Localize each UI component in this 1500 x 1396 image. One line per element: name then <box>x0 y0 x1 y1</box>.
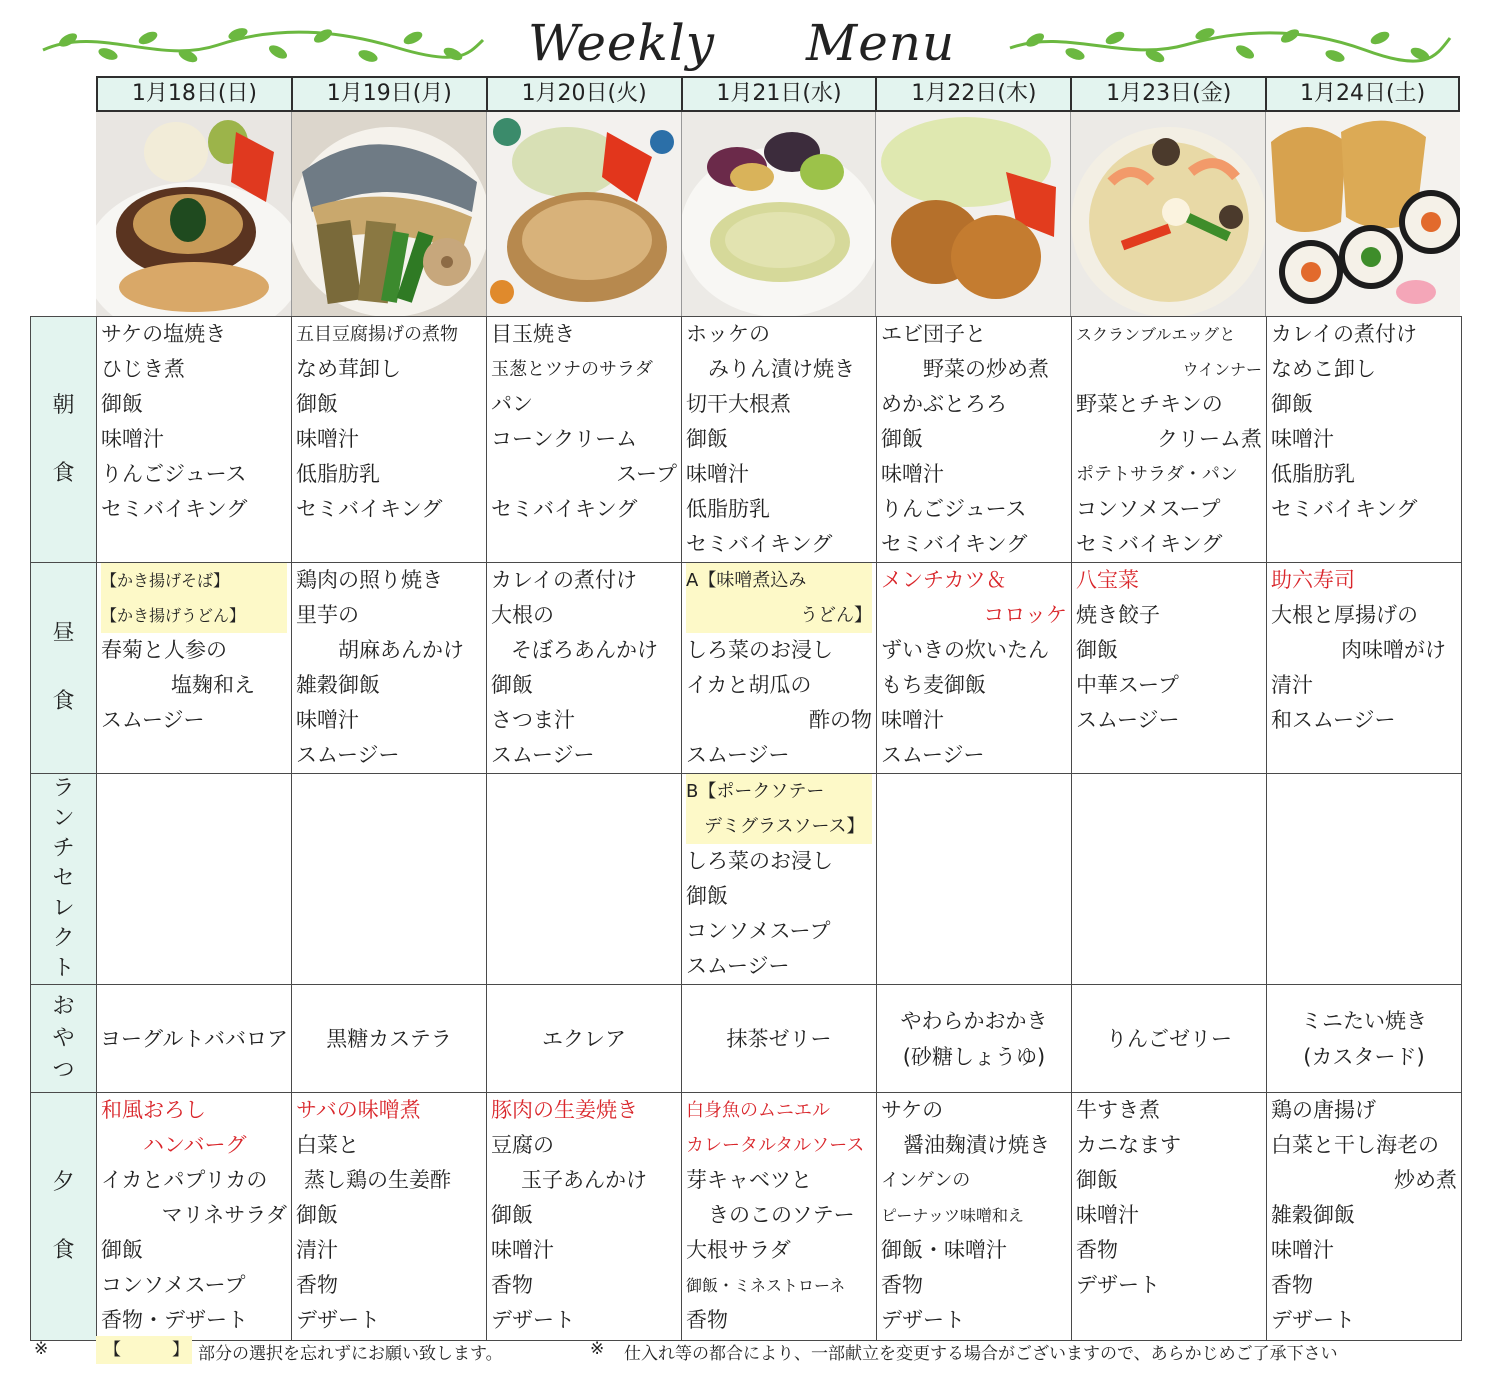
menu-item: 芽キャベツと <box>686 1168 812 1192</box>
selectable-item: うどん】 <box>686 598 872 633</box>
snack-cell <box>292 985 487 1093</box>
menu-item: さつま汁 <box>491 708 575 732</box>
breakfast-row <box>31 317 1462 563</box>
menu-item: 酢の物 <box>809 708 872 732</box>
menu-item: イカと胡瓜の <box>686 673 812 697</box>
menu-item: セミバイキング <box>881 532 1028 556</box>
menu-item: スクランブルエッグと <box>1076 325 1236 344</box>
menu-item: 中華スープ <box>1076 673 1179 697</box>
menu-item: クリーム煮 <box>1157 427 1262 451</box>
snack-cell <box>682 985 877 1093</box>
menu-item: パン <box>491 392 533 416</box>
menu-item: 抹茶ゼリー <box>726 1026 832 1051</box>
menu-item: デザート <box>491 1308 575 1332</box>
menu-item: 味噌汁 <box>101 427 164 451</box>
menu-item: 焼き餃子 <box>1076 603 1160 627</box>
lunch-cell <box>1267 563 1461 738</box>
menu-item: インゲンの <box>881 1170 971 1191</box>
menu-item: 雑穀御飯 <box>296 673 380 697</box>
menu-item: 御飯 <box>1076 638 1118 662</box>
menu-item: 御飯 <box>686 884 728 908</box>
day-header: 1月19日(月) <box>291 76 486 112</box>
menu-item: 味噌汁 <box>296 708 359 732</box>
menu-item: コンソメスープ <box>686 919 831 943</box>
menu-item: ずいきの炊いたん <box>881 638 1049 662</box>
menu-item: 御飯 <box>296 1203 338 1227</box>
menu-item: セミバイキング <box>296 497 443 521</box>
menu-item: デザート <box>1076 1273 1160 1297</box>
menu-item: めかぶとろろ <box>881 392 1007 416</box>
menu-item: 五目豆腐揚げの煮物 <box>296 324 458 345</box>
menu-item: カレイの煮付け <box>491 568 637 592</box>
menu-item: ヨーグルトババロア <box>100 1026 288 1051</box>
selectable-item: 【かき揚げうどん】 <box>101 598 287 633</box>
menu-item: サケの塩焼き <box>101 322 227 346</box>
breakfast-cell <box>877 317 1071 562</box>
meal-label-lunch: 昼 食 <box>31 563 97 774</box>
menu-item: デザート <box>296 1308 380 1332</box>
menu-table <box>30 316 1462 1341</box>
menu-item: 野菜とチキンの <box>1076 392 1223 416</box>
menu-item: 味噌汁 <box>1076 1203 1139 1227</box>
menu-item: みりん漬け焼き <box>708 357 855 381</box>
menu-item-main: 豚肉の生姜焼き <box>491 1098 638 1122</box>
selectable-item: デミグラスソース】 <box>686 809 872 844</box>
menu-item: 味噌汁 <box>491 1238 554 1262</box>
snack-cell <box>1072 985 1267 1093</box>
footer-notes <box>34 1336 1474 1366</box>
menu-item: 低脂肪乳 <box>296 462 380 486</box>
snack-cell <box>1267 985 1462 1093</box>
menu-item: スムージー <box>686 743 790 767</box>
menu-item: スープ <box>616 462 677 486</box>
menu-item: なめこ卸し <box>1271 357 1376 381</box>
menu-item: 御飯 <box>296 392 338 416</box>
menu-item: もち麦御飯 <box>881 673 986 697</box>
menu-item: りんごジュース <box>881 497 1027 521</box>
menu-item-main: メンチカツ＆ <box>881 568 1007 592</box>
menu-item: マリネサラダ <box>161 1203 287 1227</box>
meal-label-dinner: 夕 食 <box>31 1093 97 1341</box>
day-header-row <box>96 76 1460 112</box>
menu-item: 低脂肪乳 <box>1271 462 1355 486</box>
menu-item: 鶏の唐揚げ <box>1271 1098 1376 1122</box>
menu-item: スムージー <box>101 708 205 732</box>
menu-item: 低脂肪乳 <box>686 497 770 521</box>
note-mark: ※ <box>590 1339 605 1359</box>
day-header: 1月22日(木) <box>875 76 1070 112</box>
day-header: 1月24日(土) <box>1265 76 1460 112</box>
menu-item: 香物 <box>491 1273 533 1297</box>
menu-item: コンソメスープ <box>1076 497 1221 521</box>
lunch-cell <box>487 563 681 773</box>
menu-item: スムージー <box>491 743 595 767</box>
menu-item: 御飯 <box>1271 392 1313 416</box>
menu-item-main: 助六寿司 <box>1271 568 1355 592</box>
menu-item: 味噌汁 <box>881 708 944 732</box>
menu-item: 蒸し鶏の生姜酢 <box>304 1168 451 1192</box>
lunch-cell <box>97 563 291 738</box>
menu-item: 炒め煮 <box>1394 1168 1457 1192</box>
dinner-cell <box>1072 1093 1266 1303</box>
menu-item-main: カレータルタルソース <box>686 1135 865 1156</box>
selection-note: 部分の選択を忘れずにお願い致します。 <box>198 1344 503 1364</box>
lunch-cell <box>292 563 486 773</box>
menu-item: ひじき煮 <box>101 357 185 381</box>
menu-item: 肉味噌がけ <box>1341 638 1446 662</box>
menu-item: 醤油麹漬け焼き <box>903 1133 1050 1157</box>
lunch-cell <box>682 563 876 773</box>
menu-item: サケの <box>881 1098 944 1122</box>
selection-bracket-sample: 【 】 <box>96 1336 192 1364</box>
menu-item: セミバイキング <box>491 497 638 521</box>
dinner-cell <box>1267 1093 1461 1338</box>
menu-item: (砂糖しょうゆ) <box>902 1044 1046 1069</box>
menu-item: エクレア <box>542 1026 626 1051</box>
menu-item: 味噌汁 <box>1271 427 1334 451</box>
menu-item: 清汁 <box>1271 673 1313 697</box>
menu-item: 御飯 <box>101 1238 143 1262</box>
menu-item: ミニたい焼き <box>1301 1008 1427 1033</box>
menu-item: 里芋の <box>296 603 359 627</box>
title-menu: Menu <box>806 14 956 72</box>
dinner-cell <box>877 1093 1071 1338</box>
menu-item: ピーナッツ味噌和え <box>881 1206 1025 1225</box>
menu-item-main: コロッケ <box>983 603 1067 627</box>
menu-item: 清汁 <box>296 1238 338 1262</box>
menu-item: イカとパプリカの <box>101 1168 268 1192</box>
menu-item: カニなます <box>1076 1133 1181 1157</box>
menu-item: 味噌汁 <box>881 462 944 486</box>
lunch-select-cell <box>682 774 876 984</box>
menu-item: カレイの煮付け <box>1271 322 1417 346</box>
menu-item: エビ団子と <box>881 322 986 346</box>
menu-item: 大根の <box>491 603 554 627</box>
title-weekly: Weekly <box>528 14 716 72</box>
menu-item-main: サバの味噌煮 <box>296 1098 421 1122</box>
food-photo-muniere <box>681 112 876 316</box>
menu-item: 胡麻あんかけ <box>338 638 464 662</box>
menu-item: 野菜の炒め煮 <box>923 357 1049 381</box>
snack-cell <box>97 985 292 1093</box>
breakfast-cell <box>292 317 486 527</box>
change-note: 仕入れ等の都合により、一部献立を変更する場合がございますので、あらかじめご了承下さい <box>624 1344 1338 1364</box>
dinner-row <box>31 1093 1462 1341</box>
menu-item: デザート <box>881 1308 965 1332</box>
menu-item-main: ハンバーグ <box>143 1133 247 1157</box>
lunch-cell <box>877 563 1071 773</box>
menu-item: 豆腐の <box>491 1133 554 1157</box>
menu-item: ウインナー <box>1182 360 1262 379</box>
menu-item: 味噌汁 <box>296 427 359 451</box>
menu-item: 和スムージー <box>1271 708 1396 732</box>
menu-item: 御飯 <box>101 392 143 416</box>
menu-item: 香物 <box>881 1273 923 1297</box>
menu-item: セミバイキング <box>686 532 833 556</box>
snack-cell <box>487 985 682 1093</box>
selectable-item: A【味噌煮込み <box>686 563 872 598</box>
food-photo-sushi <box>1265 112 1460 316</box>
food-photo-simmered <box>291 112 486 316</box>
menu-item: セミバイキング <box>1271 497 1418 521</box>
menu-item: コーンクリーム <box>491 427 638 451</box>
menu-item: 御飯 <box>491 673 533 697</box>
menu-item: 香物 <box>1271 1273 1313 1297</box>
menu-item: スムージー <box>1076 708 1180 732</box>
menu-item-main: 和風おろし <box>101 1098 206 1122</box>
meal-label-breakfast: 朝 食 <box>31 317 97 563</box>
menu-item: やわらかおかき <box>900 1008 1048 1033</box>
food-photo-hamburg <box>96 112 291 316</box>
menu-item: スムージー <box>296 743 400 767</box>
menu-item: (カスタード) <box>1303 1044 1425 1069</box>
menu-item: 鶏肉の照り焼き <box>296 568 443 592</box>
menu-item: 御飯 <box>1076 1168 1118 1192</box>
menu-item: 味噌汁 <box>686 462 749 486</box>
breakfast-cell <box>682 317 876 562</box>
menu-item: 御飯・味噌汁 <box>881 1238 1007 1262</box>
menu-item: 香物・デザート <box>101 1308 248 1332</box>
menu-item: りんごジュース <box>101 462 247 486</box>
menu-item: セミバイキング <box>1076 532 1223 556</box>
snack-cell <box>877 985 1072 1093</box>
day-header: 1月23日(金) <box>1070 76 1265 112</box>
day-header: 1月20日(火) <box>486 76 681 112</box>
dinner-cell <box>487 1093 681 1338</box>
selectable-item: 【かき揚げそば】 <box>101 563 287 598</box>
menu-item: 御飯 <box>491 1203 533 1227</box>
meal-label-snack: お や つ <box>31 985 97 1093</box>
menu-item-main: 白身魚のムニエル <box>686 1100 830 1121</box>
menu-item: 玉葱とツナのサラダ <box>491 359 653 380</box>
menu-item: りんごゼリー <box>1106 1026 1232 1051</box>
menu-item: スムージー <box>881 743 985 767</box>
menu-item: デザート <box>1271 1308 1355 1332</box>
menu-item: きのこのソテー <box>708 1203 855 1227</box>
food-photo-pork <box>486 112 681 316</box>
breakfast-cell <box>487 317 681 527</box>
vine-decoration-left-icon <box>38 20 488 70</box>
day-header: 1月21日(水) <box>681 76 876 112</box>
menu-item: 目玉焼き <box>491 322 575 346</box>
page-title <box>0 8 1500 78</box>
lunch-cell <box>1072 563 1266 738</box>
food-photo-row <box>96 112 1460 316</box>
menu-item: 御飯 <box>686 427 728 451</box>
menu-item: 雑穀御飯 <box>1271 1203 1355 1227</box>
menu-item: 香物 <box>1076 1238 1118 1262</box>
menu-item-main: 八宝菜 <box>1076 568 1139 592</box>
menu-item: しろ菜のお浸し <box>686 638 833 662</box>
menu-item: ポテトサラダ・パン <box>1076 464 1238 485</box>
dinner-cell <box>682 1093 876 1338</box>
menu-item: 香物 <box>296 1273 338 1297</box>
menu-item: 牛すき煮 <box>1076 1098 1160 1122</box>
food-photo-croquette <box>875 112 1070 316</box>
breakfast-cell <box>97 317 291 527</box>
menu-item: 黒糖カステラ <box>326 1026 452 1051</box>
menu-item: 玉子あんかけ <box>521 1168 647 1192</box>
day-header: 1月18日(日) <box>96 76 291 112</box>
menu-item: 白菜と <box>296 1133 359 1157</box>
food-photo-happosai <box>1070 112 1265 316</box>
note-mark: ※ <box>34 1339 49 1359</box>
dinner-cell <box>292 1093 486 1338</box>
menu-item: なめ茸卸し <box>296 357 401 381</box>
menu-item: 春菊と人参の <box>101 638 227 662</box>
breakfast-cell <box>1267 317 1461 527</box>
lunch-row <box>31 563 1462 774</box>
snack-row <box>31 985 1462 1093</box>
menu-item: 御飯・ミネストローネ <box>686 1276 846 1295</box>
menu-item: 御飯 <box>881 427 923 451</box>
menu-item: 大根サラダ <box>686 1238 791 1262</box>
menu-item: スムージー <box>686 954 790 978</box>
meal-label-lunch-select: ラ ン チ セ レ ク ト <box>31 774 97 985</box>
menu-item: そぼろあんかけ <box>511 638 658 662</box>
menu-item: 大根と厚揚げの <box>1271 603 1418 627</box>
menu-item: 香物 <box>686 1308 728 1332</box>
menu-item: 白菜と干し海老の <box>1271 1133 1439 1157</box>
menu-item: セミバイキング <box>101 497 248 521</box>
menu-item: しろ菜のお浸し <box>686 849 833 873</box>
breakfast-cell <box>1072 317 1266 562</box>
menu-item: ホッケの <box>686 322 770 346</box>
vine-decoration-right-icon <box>1005 20 1455 70</box>
menu-item: 切干大根煮 <box>686 392 791 416</box>
menu-item: コンソメスープ <box>101 1273 246 1297</box>
lunch-select-row <box>31 774 1462 985</box>
selectable-item: B【ポークソテー <box>686 774 872 809</box>
dinner-cell <box>97 1093 291 1338</box>
menu-item: 塩麹和え <box>171 673 255 697</box>
menu-item: 味噌汁 <box>1271 1238 1334 1262</box>
